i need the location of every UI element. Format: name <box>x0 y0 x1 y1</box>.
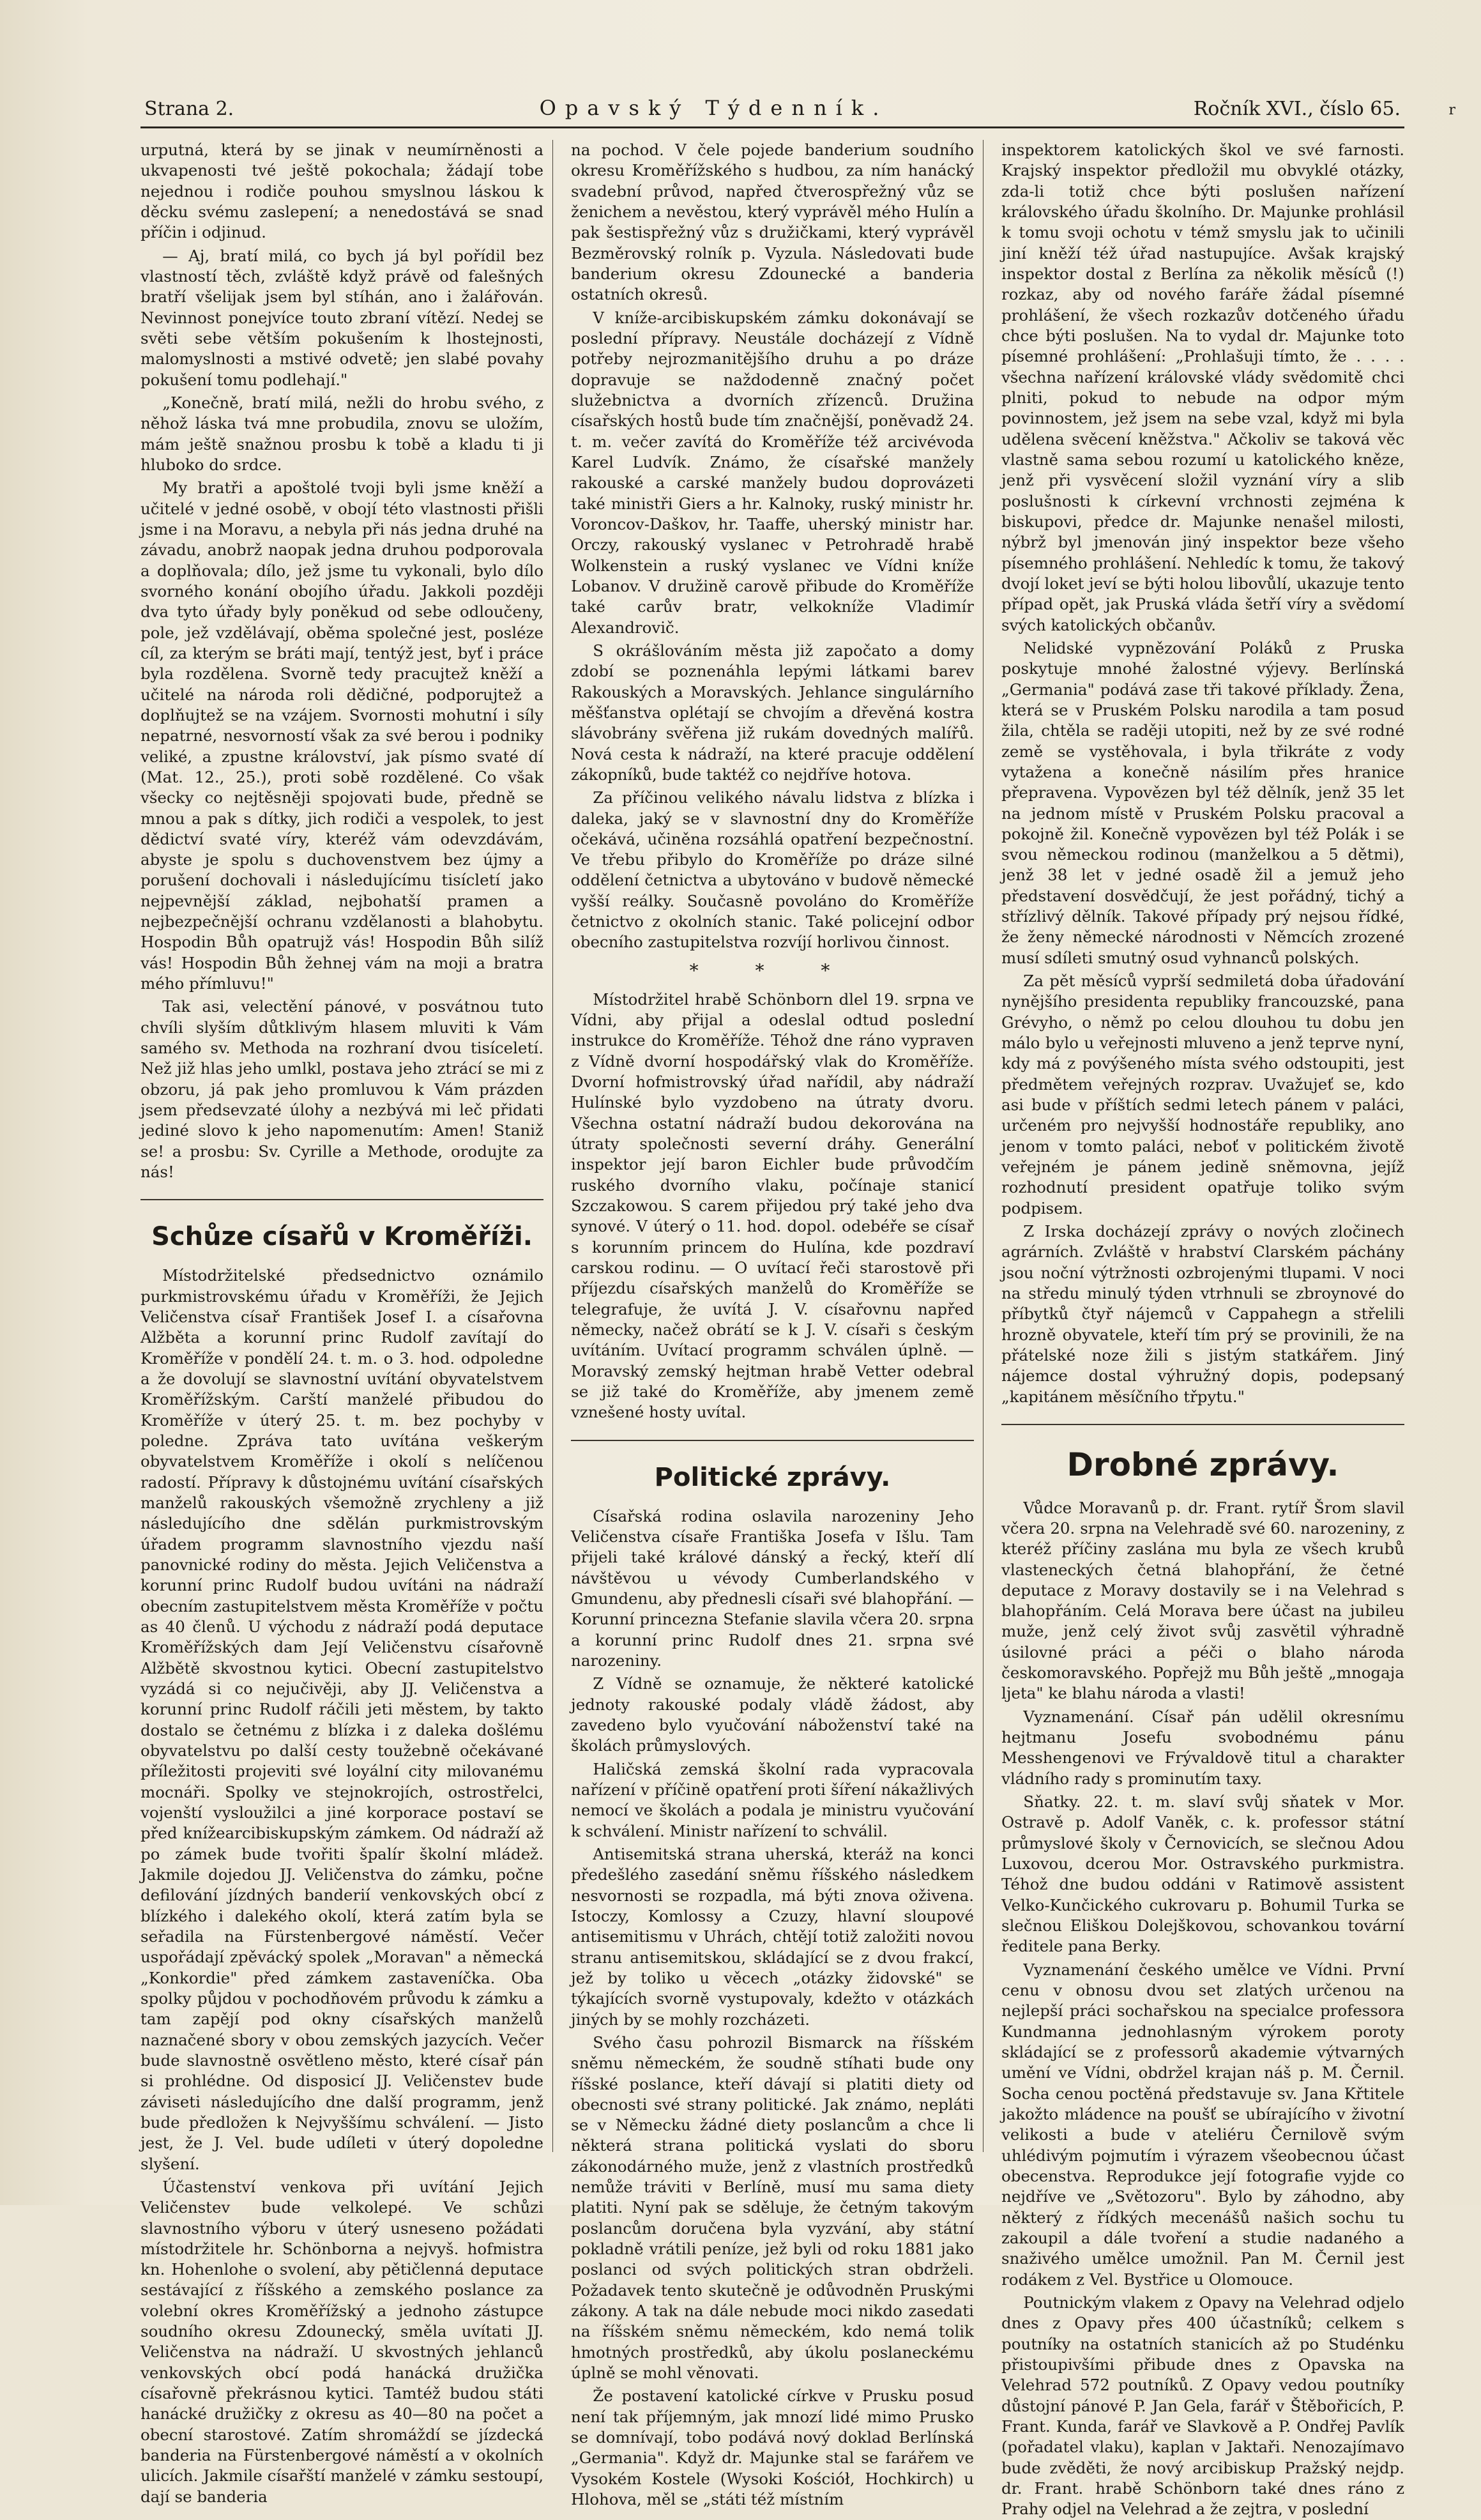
section-heading: Schůze císařů v Kroměříži. <box>151 1222 533 1252</box>
section-divider <box>1001 1424 1404 1425</box>
paragraph: urputná, která by se jinak v neumírněnosti a ukvapenosti tvé ještě pokochala; žádají tobe nejednou i rodiče pouhou smyslnou láskou k děcku svému zaslepení; a nenedostává se snad příčin i odjinud. <box>141 141 543 242</box>
paragraph: Svého času pohrozil Bismarck na říšském sněmu německém, že soudně stíhati bude ony říšské poslance, kteří dávají si platiti diety od obecnosti své strany politické. Jak známo, nepláti se v Německu žádné diety poslancům a chce li některá strana politická vyslati do sboru zákonodárného muže, jenž z vlastních prostředků nemůže tráviti v Berlíně, musí mu sama diety platiti. Nyní pak se sděluje, že četným takovým poslancům doručena byla vyzvání, aby státní pokladně vrátili peníze, jež byli od roku 1881 jako poslanci od svých politických stran obdrželi. Požadavek tento skutečně je odůvodněn Pruskými zákony. A tak na dále nebude moci nikdo zasedati na říšském sněmu německém, kdo nemá tolik hmotných prostředků, aby úkolu poslaneckému úplně se mohl věnovati. <box>571 2033 974 2383</box>
issue-number: Ročník XVI., číslo 65. <box>1193 98 1401 120</box>
paragraph: V kníže-arcibiskupském zámku dokonávají se poslední přípravy. Neustále docházejí z Vídně potřeby nejrozmanitějšího druhu a po dráze dopravuje se naždodenně značný počet služebnictva a dvorních zřízenců. Družina císařských hostů bude tím značnější, poněvadž 24. t. m. večer zavítá do Kroměříže též arcivévoda Karel Ludvík. Známo, že císařské manžely rakouské a carské manžely budou doprovázeti také ministři Giers a hr. Kalnoky, ruský ministr hr. Voroncov-Daškov, hr. Taaffe, uherský ministr har. Orczy, rakouský vyslanec v Petrohradě hrabě Wolkenstein a ruský vyslanec ve Vídni kníže Lobanov. V družině carově přibude do Kroměříže také carův bratr, velkokníže Vladimír Alexandrovič. <box>571 308 974 637</box>
paragraph: Za pět měsíců vyprší sedmiletá doba úřadování nynějšího presidenta republiky francouzské, pana Grévyho, o němž po celou dlouhou tu dobu jen málo bylo u veřejnosti mluveno a jenž teprve nyní, kdy má z povýšeného místa svého odstoupiti, jest předmětem veřejných rozprav. Uvažujeť se, kdo asi bude v příštích sedmi letech pánem v paláci, určeném pro nejvyšší hodnostáře republiky, ano jenom v tomto paláci, neboť v politickém životě veřejném je pánem jedině sněmovna, jejíž rozhodnutí president opatřuje toliko svým podpisem. <box>1001 972 1404 1218</box>
newspaper-title: Opavský Týdenník. <box>539 96 888 120</box>
paragraph: Vyznamenání. Císař pán udělil okresnímu hejtmanu Josefu svobodnému pánu Messhengenovi ve Frývaldově titul a charakter vládního rady s prominutím taxy. <box>1001 1707 1404 1788</box>
paragraph: Sňatky. 22. t. m. slaví svůj sňatek v Mor. Ostravě p. Adolf Vaněk, c. k. professor státní průmyslové školy v Černovicích, se slečnou Adou Luxovou, dcerou Mor. Ostravského purkmistra. Téhož dne budou oddáni v Ratimově assistent Velko-Kunčického cukrovaru p. Bohumil Turka se slečnou Eliškou Dolejškovou, schovankou tovární ředitele pana Berky. <box>1001 1792 1404 1956</box>
page-number: Strana 2. <box>144 98 234 120</box>
paragraph: Nelidské vypnězování Poláků z Pruska poskytuje mnohé žalostné výjevy. Berlínská „Germania" podává zase tři takové příklady. Žena, která se v Pruském Polsku narodila a tam posud žila, chtěla se raději utopiti, než by ze své rodné země se vystěhovala, i byla třikráte z vody vytažena a konečně násilím přes hranice přepravena. Vypovězen byl též dělník, jenž 35 let na jednom místě v Pruském Polsku pracoval a pokojně žil. Konečně vypovězen byl též Polák i se svou německou rodinou (manželkou a 5 dětmi), jenž 38 let v jedné osadě žil a jemuž jeho představení dosvědčují, že jest pořádný, tichý a střízlivý dělník. Takové případy prý nejsou řídké, že ženy německé národnosti v Němcích zrozené musí sdíleti smutný osud vyhnanců polských. <box>1001 638 1404 967</box>
paragraph: Že postavení katolické církve v Prusku posud není tak příjemným, jak mnozí lidé mimo Prusko se domnívají, tobo podává nový doklad Berlínská „Germania". Když dr. Majunke stal se farářem ve Vysokém Kostele (Wysoki Kościół, Hochkirch) u Hlohova, měl se „státi též místním <box>571 2386 974 2509</box>
columns <box>141 140 1404 2519</box>
paragraph: Vyznamenání českého umělce ve Vídni. První cenu v obnosu dvou set zlatých určenou na nejlepší práci sochařskou na specialce professora Kundmanna jednohlasným výrokem poroty skládající se z professorů akademie výtvarných umění ve Vídni, obdržel krajan náš p. M. Černil. Socha cenou poctěná představuje sv. Jana Křtitele jakožto mládence na poušť se ubírajícího v životní velikosti a bude v ateliéru Černilově svým uhlédivým pojmutím i výrazem všeobecnou účast obecenstva. Reprodukce její fotografie vyjde co nejdříve ve „Světozoru". Bylo by záhodno, aby některý z řídkých mecenášů našich sochu tu zakoupil a dále tvoření a studie nadaného a snaživého umělce umožnil. Pan M. Černil jest rodákem z Vel. Bystřice u Olomouce. <box>1001 1960 1404 2289</box>
paragraph: Poutnickým vlakem z Opavy na Velehrad odjelo dnes z Opavy přes 400 účastníků; celkem s poutníky na ostatních stanicích až po Studénku přistoupivšími přibude dnes z Opavska na Velehrad 572 poutníků. Z Opavy vedou poutníky důstojní pánové P. Jan Gela, farář v Štěbořicích, P. Frant. Kunda, farář ve Slavkově a P. Ondřej Pavlík (pořadatel vlaku), kaplan v Jaktaři. Nenozajímavo bude zvěděti, že nový arcibiskup Pražský nejdp. dr. Frant. hrabě Schönborn také dnes ráno z Prahy odjel na Velehrad a že zejtra, v poslední <box>1001 2293 1404 2519</box>
paragraph: Místodržitel hrabě Schönborn dlel 19. srpna ve Vídni, aby přijal a odeslal odtud poslední instrukce do Kroměříže. Téhož dne ráno vypraven z Vídně dvorní hospodářský vlak do Kroměříže. Dvorní hofmistrovský úřad nařídil, aby nádraží Hulínské bylo vyzdobeno na útraty dvoru. Všechna ostatní nádraží budou dekorována na útraty společnosti severní dráhy. Generální inspektor její baron Eichler bude průvodčím ruského dvorního vlaku, počínaje stanicí Szczakowou. S carem přijedou prý také jeho dva synové. V úterý o 11. hod. dopol. odebéře se císař s korunním princem do Hulína, kde pozdraví carskou rodinu. — O uvítací řeči starostově při příjezdu císařských manželů do Kroměříže se telegrafuje, že uvítá J. V. císařovnu napřed německy, načež obrátí se k J. V. císaři s českým uvítáním. Uvítací programm schválen úplně. — Moravský zemský hejtman hrabě Vetter odebral se již také do Kroměříže, aby jmenem země vznešené hosty uvítal. <box>571 989 974 1422</box>
section-divider <box>141 1199 543 1200</box>
paragraph: Haličská zemská školní rada vypracovala nařízení v příčině opatření proti šíření nákažlivých nemocí ve školách a podala je ministru vyučování k schválení. Ministr nařízení to schválil. <box>571 1759 974 1840</box>
paragraph: na pochod. V čele pojede banderium soudního okresu Kroměřížského s hudbou, za ním hanácký svadební průvod, napřed čtverospřežný vůz se ženichem a nevěstou, který vyprávěl mého Hulín a pak šestispřežný vůz s družičkami, který vyprávěl Bezměrovský rolník p. Vyzula. Následovati bude banderium okresu Zdounecké a banderia ostatních okresů. <box>571 141 974 304</box>
column-3 <box>1001 140 1404 2519</box>
paragraph: Císařská rodina oslavila narozeniny Jeho Veličenstva císaře Františka Josefa v Išlu. Tam přijeli také králové dánský a řecký, kteří dlí návštěvou u vévody Cumberlandského v Gmundenu, aby přednesli císaři své blahopřání. — Korunní princezna Stefanie slavila včera 20. srpna a korunní princ Rudolf dnes 21. srpna své narozeniny. <box>571 1506 974 1670</box>
paragraph: Z Irska docházejí zprávy o nových zločinech agrárních. Zvláště v hrabství Clarském páchány jsou noční výtržnosti ozbrojenými tlupami. V noci na středu minulý týden vtrhnuli se zbroynové do příbytků čtyř nájemců v Cappahegn a střelili hrozně obyvatele, kteří tím prý se provinili, že na přátelské noze žili s jistým statkářem. Jiný nájemce dostal výhružný dopis, podepsaný „kapitánem měsíčního třpytu." <box>1001 1222 1404 1406</box>
section-heading: Politické zprávy. <box>654 1462 891 1492</box>
paragraph: — Aj, bratí milá, co bych já byl pořídil bez vlastností těch, zvláště když právě od falešných bratří všelijak jsem byl stíhán, ano i žalářován. Nevinnost ponejvíce touto zbraní vítězí. Nedej se světi sebe větším pokušením k lhostejnosti, malomyslnosti a mstivé odvetě; jen slabé povahy pokušení tomu podlehají." <box>141 246 543 389</box>
page-header <box>141 96 1404 128</box>
paragraph: My bratři a apoštolé tvoji byli jsme kněží a učitelé v jedné osobě, v obojí této vlastnosti přišli jsme i na Moravu, a nebyla při nás jedna druhé na závadu, anobrž naopak jedna druhou podporovala a doplňovala; dílo, jež jsme tu vykonali, bylo dílo svorného konání obojího úřadu. Jakkoli později dva tyto úřady byly poněkud od sebe odloučeny, pole, jež vzdělávají, oběma společné jest, posléze cíl, za kterým se bráti mají, tentýž jest, byť i práce byla rozdělena. Svorně tedy pracujtež kněží a učitelé na národa roli dědičné, podporujtež a doplňujtež se na vzájem. Svornosti mohutní i síly nepatrné, nesvorností však za své berou i podniky veliké, a zpustne království, jak písmo svaté dí (Mat. 12., 25.), proti sobě rozdělené. Co však všecky co nejtěsněji spojovati bude, předně se mnou a pak s dítky, jich rodiči a vespolek, to jest dědictví svaté víry, kteréž vám odevzdávám, abyste je spolu s duchovenstvem bez újmy a porušení dochovali i následujícímu tisícletí jako nejpevnější základ, nejbohatší pramen a nejbezpečnější ochranu vzdělanosti a blahobytu. Hospodin Bůh opatrujž vás! Hospodin Bůh silíž vás! Hospodin Bůh žehnej vám na moji a bratra mého přímluvu!" <box>141 478 543 993</box>
paragraph: Tak asi, velectění pánové, v posvátnou tuto chvíli slyším důtklivým hlasem mluviti k Vám samého sv. Methoda na rozhraní dvou tisíceletí. Než již hlas jeho umlkl, postava jeho ztrácí se mi z obzoru, já pak jeho promluvou k Vám prázden jsem předsevzaté úlohy a nezbývá mi leč přidati jediné slovo k jeho napomenutím: Amen! Staniž se! a prosbu: Sv. Cyrille a Methode, orodujte za nás! <box>141 997 543 1182</box>
paragraph: Antisemitská strana uherská, kteráž na konci předešlého zasedání sněmu říšského následkem nesvornosti se rozpadla, má býti znova oživena. Istoczy, Komlossy a Czuzy, hlavní sloupové antisemitismu v Uhrách, chtějí totiž založiti novou stranu antisemitskou, skládající se z dvou frakcí, jež by toliko u věcech „otázky židovské" se týkajících svorně vystupovaly, kdežto v otázkách jiných by se mohly rozcházeti. <box>571 1844 974 2029</box>
margin-mark: r <box>1448 102 1455 118</box>
paragraph: Místodržitelské předsednictvo oznámilo purkmistrovskému úřadu v Kroměříži, že Jejich Veličenstva císař František Josef I. a císařovna Alžběta a korunní princ Rudolf zavítají do Kroměříže v pondělí 24. t. m. o 3. hod. odpoledne a že dovolují se slavnostní uvítání obyvatelstvem Kroměřížským. Carští manželé přibudou do Kroměříže v úterý 25. t. m. bez pochyby v poledne. Zpráva tato uvítána veškerým obyvatelstvem Kroměříže i okolí s nelíčenou radostí. Přípravy k důstojnému uvítání císařských manželů rakouských všemožně zrychleny a již následujícího dne sdělán purkmistrovským úřadem programm slavnostního vjezdu naší panovnické rodiny do města. Jejich Veličenstva a korunní princ Rudolf budou uvítáni na nádraží obecním zastupitelstvem města Kroměříže v počtu as 40 členů. U východu z nádraží podá deputace Kroměřížských dam Její Veličenstvu císařovně Alžbětě skvostnou kytici. Obecní zastupitelstvo vyzádá si co nejučivěji, aby JJ. Veličenstva a korunní princ Rudolf ráčili jeti městem, by takto dostalo se četnému z blízka i z daleka došlému obyvatelstvu po další cesty toužebně očekávané příležitosti projeviti své loyální city milovanému mocnáři. Spolky ve stejnokrojích, ostrostřelci, vojenští vysloužilci a jiné korporace postaví se před knížearcibiskupským zámkem. Od nádraží až po zámek bude tvořiti špalír školní mládež. Jakmile dojedou JJ. Veličenstva do zámku, počne defilování jízdných banderií venkovských obcí z blízkého i dalekého okolí, která zatím byla se seřadila na Fürstenbergové náměstí. Večer uspořádají zpěvácký spolek „Moravan" a německá „Konkordie" před zámkem zastaveníčka. Oba spolky půjdou v pochodňovém průvodu k zámku a tam zapějí pod okny císařských manželů naznačené sbory v obou zemských jazycích. Večer bude slavnostně osvětleno město, které císař pán si prohlédne. Od disposicí JJ. Veličenstev bude záviseti následujícího dne další programm, jenž bude předložen k Nejvyššímu schválení. — Jisto jest, že J. Vel. bude udíleti v úterý dopoledne slyšení. <box>141 1266 543 2173</box>
column-1 <box>141 140 553 2506</box>
paragraph: Za příčinou velikého návalu lidstva z blízka i daleka, jaký se v slavnostní dny do Kroměříže očekává, učiněna rozsáhlá opatření bezpečnostní. Ve třebu přibylo do Kroměříže po dráze silné oddělení četnictva a ubytováno v budově německé vyšší reálky. Současně povoláno do Kroměříže četnictvo z okolních stanic. Také policejní odbor obecního zastupitelstva rozvíjí horlivou činnost. <box>571 788 974 952</box>
paragraph: Vůdce Moravanů p. dr. Frant. rytíř Šrom slavil včera 20. srpna na Velehradě své 60. narozeniny, z kteréž příčiny zaslána mu byla ze všech krubů vlasteneckých četná blahopřání, že četné deputace z Moravy dostavily se i na Velehrad s blahopřáním. Celá Morava bere účast na jubileu muže, jenž celý život svůj zasvětil výhradně úsilovné práci a péči o blaho národa českomoravského. Popřejž mu Bůh ještě „mnogaja ljeta" ke blahu národa a vlasti! <box>1001 1498 1404 1703</box>
paragraph: Účastenství venkova při uvítání Jejich Veličenstev bude velkolepé. Ve schůzi slavnostního výboru v úterý usneseno požádati místodržitele hr. Schönborna a nejvyš. hofmistra kn. Hohenlohe o svolení, aby pětičlenná deputace sestávající z říšského a zemského poslance za volební okres Kroměřížský a jednoho zástupce soudního okresu Zdounecký, směla uvítati JJ. Veličenstva na nádraží. U skvostných jehlanců venkovských obcí podá hanácká družička císařovně překrásnou kytici. Tamtéž budou státi hanácké družičky z okresu as 40—80 na počet a obecní starostové. Zatím shromáždí se jízdecká banderia na Fürstenbergové náměstí a v okolních ulicích. Jakmile císařští manželé v zámku sestoupí, dají se banderia <box>141 2177 543 2506</box>
section-divider <box>571 1440 974 1441</box>
paragraph: „Konečně, bratí milá, nežli do hrobu svého, z něhož láska tvá mne probudila, znovu se uložím, mám ještě snažnou prosbu k tobě a kladu ti ji hluboko do srdce. <box>141 393 543 474</box>
column-2 <box>571 140 984 2509</box>
paragraph: S okrášlováním města již započato a domy zdobí se poznenáhla lepými látkami barev Rakouských a Moravských. Jehlance singulárního měšťanstva oplétají se chvojím a dřevěná kostra slávobrány svěřena již rukám dovedných malířů. Nová cesta k nádraží, na které pracuje oddělení zákopníků, bude taktéž co nejdříve hotova. <box>571 641 974 784</box>
section-separator-stars: * * * <box>689 959 856 981</box>
paragraph: Z Vídně se oznamuje, že některé katolické jednoty rakouské podaly vládě žádost, aby zavedeno bylo vyučování náboženství také na školách průmyslových. <box>571 1674 974 1755</box>
section-heading: Drobné zprávy. <box>1067 1446 1339 1484</box>
paragraph: inspektorem katolických škol ve své farnosti. Krajský inspektor předložil mu obvyklé otázky, zda-li totiž chce býti poslušen nařízení královského úřadu školního. Dr. Majunke prohlásil k tomu svoji ochotu v témž smyslu jak to učinili jiní kněží též úřad nastupujíce. Avšak krajský inspektor dostal z Berlína za několik měsíců (!) rozkaz, aby od nového faráře žádal písemné prohlášení, že všech rozkazův dotčeného úřadu chce býti poslušen. Na to vydal dr. Majunke toto písemné prohlášení: „Prohlašuji tímto, že . . . . všechna nařízení královské vlády svědomitě chci plniti, pokud to nebude na odpor mým povinnostem, jež jsem na sebe vzal, když mi byla udělena svěcení kněžstva." Ačkoliv se taková věc vlastně sama sebou rozumí u katolického kněze, jenž při vysvěcení složil vyznání víry a slib poslušnosti k církevní vrchnosti zejména k biskupovi, předce dr. Majunke nenašel milosti, nýbrž byl jmenován jiný inspektor beze všeho písemného prohlášení. Nehledíc k tomu, že takový dvojí loket jeví se býti holou libovůlí, ukazuje tento případ opět, jak Pruská vláda šetří víry a svědomí svých katolických občanův. <box>1001 141 1404 634</box>
